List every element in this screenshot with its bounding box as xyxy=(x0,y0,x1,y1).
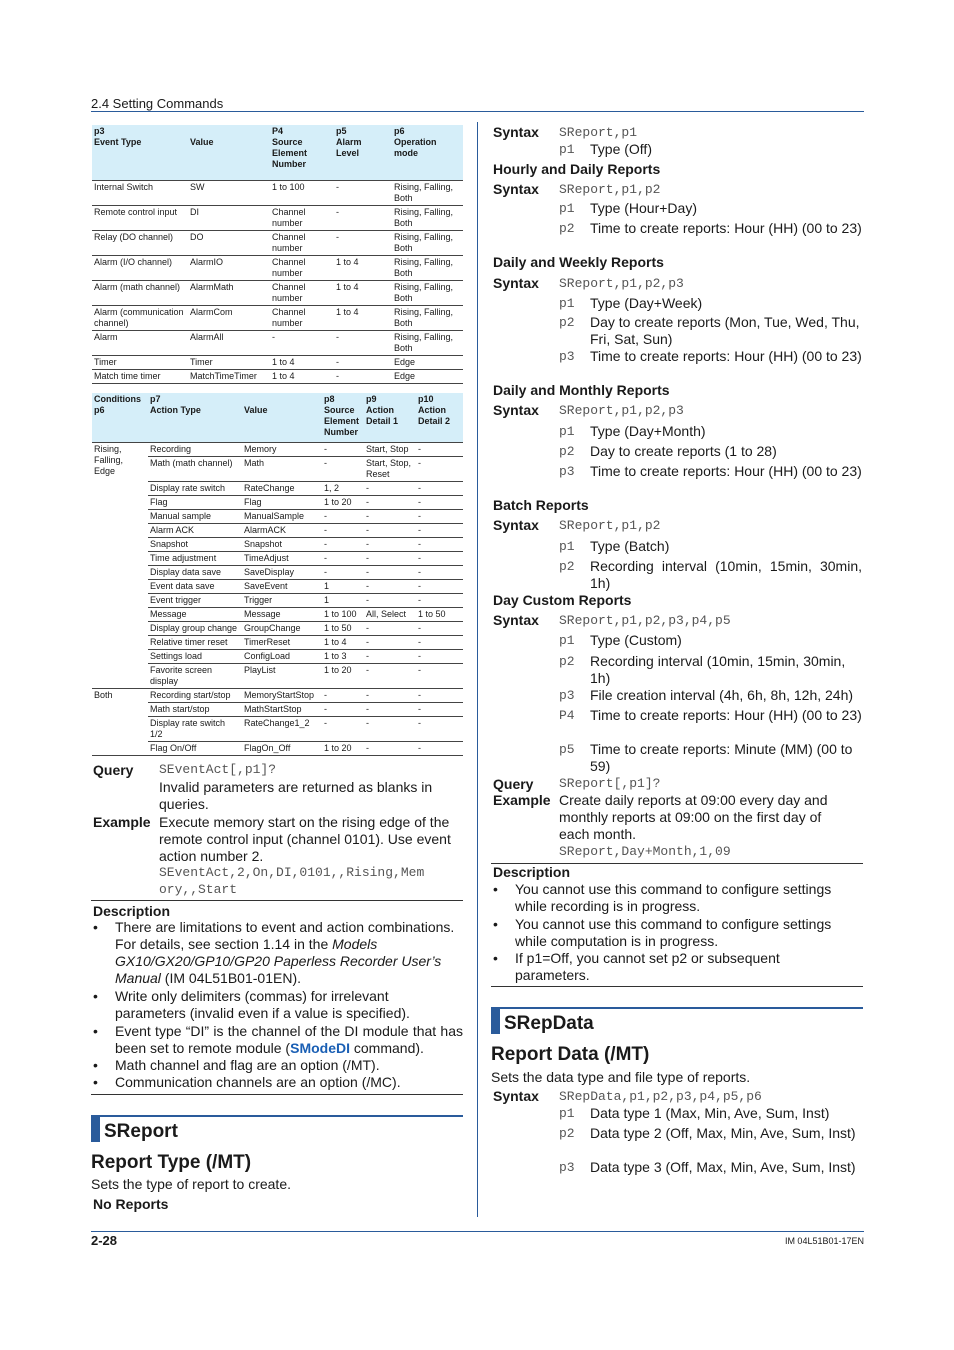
param-key: p5 xyxy=(559,742,575,757)
table-cell: 1 to 20 xyxy=(322,495,364,509)
param-key: p1 xyxy=(559,296,575,311)
table-cell: Message xyxy=(242,607,322,621)
table-row xyxy=(92,716,463,741)
param-key: p1 xyxy=(559,539,575,554)
table-cell: Snapshot xyxy=(242,537,322,551)
table-cell: - xyxy=(416,442,463,456)
example-code-line1: SEventAct,2,On,DI,0101,,Rising,Mem xyxy=(159,865,425,880)
table-cell: - xyxy=(270,330,334,355)
table-row xyxy=(92,330,463,355)
table-cell: DI xyxy=(188,205,270,230)
table-cell: Alarm ACK xyxy=(148,523,242,537)
table-cell: Match time timer xyxy=(92,369,188,383)
table-cell: PlayList xyxy=(242,663,322,688)
table-cell: Alarm (math channel) xyxy=(92,280,188,305)
table-header-row xyxy=(92,125,463,180)
list-item: • You cannot use this command to configure settings while computation is in progress. xyxy=(493,916,832,949)
param-desc: Day to create reports (1 to 28) xyxy=(590,443,777,459)
list-item: • Math channel and flag are an option (/MT). xyxy=(93,1057,380,1073)
table-cell: Memory xyxy=(242,442,322,456)
table-cell: 1 to 20 xyxy=(322,741,364,755)
table-cell: RateChange1_2 xyxy=(242,716,322,741)
condition-cell: Both xyxy=(92,688,148,755)
section-marker xyxy=(91,1117,100,1142)
table-cell: - xyxy=(322,456,364,481)
table-cell: Channel number xyxy=(270,280,334,305)
table-row xyxy=(92,551,463,565)
table-cell: SaveDisplay xyxy=(242,565,322,579)
table-cell: Rising, Falling, Both xyxy=(392,230,463,255)
table-cell: - xyxy=(364,593,416,607)
table-cell: GroupChange xyxy=(242,621,322,635)
table-cell: - xyxy=(364,551,416,565)
table-row xyxy=(92,663,463,688)
table-cell: - xyxy=(416,481,463,495)
query-label: Query xyxy=(93,762,134,778)
table-cell: AlarmAll xyxy=(188,330,270,355)
table-cell: Favorite screen display xyxy=(148,663,242,688)
table-cell: AlarmCom xyxy=(188,305,270,330)
table-cell: - xyxy=(334,330,392,355)
section-subtitle: Report Data (/MT) xyxy=(491,1044,650,1065)
section-subtitle: Report Type (/MT) xyxy=(91,1152,252,1173)
table-cell: - xyxy=(334,369,392,383)
list-item: • You cannot use this command to configure settings while recording is in progress. xyxy=(493,881,832,914)
param-key: p1 xyxy=(559,424,575,439)
table-cell: Time adjustment xyxy=(148,551,242,565)
col-header: Conditions p6 xyxy=(92,393,148,442)
table-row xyxy=(92,481,463,495)
table-cell: - xyxy=(322,716,364,741)
syntax-code: SReport,p1,p2 xyxy=(559,518,661,533)
param-desc: Time to create reports: Minute (MM) (00 to 59) xyxy=(590,741,853,774)
page-number: 2-28 xyxy=(91,1233,118,1248)
table-row xyxy=(92,741,463,755)
param-key: p2 xyxy=(559,559,575,574)
col-header: p10 Action Detail 2 xyxy=(416,393,463,442)
param-key: p3 xyxy=(559,349,575,364)
list-item: • There are limitations to event and action combinations. For details, see section 1.14 in the Models GX10/GX20/GP10/GP20 Paperless Recorder User’s Manual (IM 04L51B01-01EN). xyxy=(93,919,463,987)
table-cell: Manual sample xyxy=(148,509,242,523)
table-cell: - xyxy=(364,663,416,688)
table-cell: Edge xyxy=(392,355,463,369)
col-header: p9 Action Detail 1 xyxy=(364,393,416,442)
table-cell: AlarmIO xyxy=(188,255,270,280)
param-desc: Type (Hour+Day) xyxy=(590,200,697,216)
table-cell: Remote control input xyxy=(92,205,188,230)
table-cell: - xyxy=(364,702,416,716)
table-cell: Trigger xyxy=(242,593,322,607)
table-cell: Recording xyxy=(148,442,242,456)
table-cell: 1 to 3 xyxy=(322,649,364,663)
list-item: • If p1=Off, you cannot set p2 or subsequent parameters. xyxy=(493,950,780,983)
table-cell: Flag xyxy=(148,495,242,509)
section-description: Sets the data type and file type of reports. xyxy=(491,1069,751,1085)
table-cell: MemoryStartStop xyxy=(242,688,322,702)
table-cell: - xyxy=(364,509,416,523)
table-cell: - xyxy=(334,230,392,255)
table-cell: Display rate switch xyxy=(148,481,242,495)
param-key: p2 xyxy=(559,315,575,330)
table-cell: - xyxy=(364,523,416,537)
list-item: • Event type “DI” is the channel of the DI module that has been set to remote module (SModeDI command). xyxy=(93,1023,463,1056)
table-cell: - xyxy=(322,537,364,551)
table-cell: - xyxy=(416,621,463,635)
example-label: Example xyxy=(493,792,551,808)
table-row xyxy=(92,621,463,635)
table-cell: Rising, Falling, Both xyxy=(392,280,463,305)
table-cell: Channel number xyxy=(270,255,334,280)
table-cell: MatchTimeTimer xyxy=(188,369,270,383)
table-cell: - xyxy=(416,688,463,702)
table-cell: - xyxy=(364,579,416,593)
smodedi-link[interactable]: SModeDI xyxy=(290,1040,350,1056)
syntax-code: SReport,p1,p2,p3 xyxy=(559,403,684,418)
running-header: 2.4 Setting Commands xyxy=(91,96,224,111)
table-row xyxy=(92,579,463,593)
table-cell: ManualSample xyxy=(242,509,322,523)
col-header: p5 Alarm Level xyxy=(334,125,392,180)
table-cell: Display group change xyxy=(148,621,242,635)
section-rule xyxy=(491,1007,863,1009)
col-header: p3 Event Type xyxy=(92,125,188,180)
section-marker xyxy=(491,1009,500,1034)
table-row xyxy=(92,355,463,369)
table-cell: - xyxy=(364,649,416,663)
table-cell: - xyxy=(416,456,463,481)
param-key: p2 xyxy=(559,654,575,669)
report-type-heading: Hourly and Daily Reports xyxy=(493,161,661,177)
section-title: SRepData xyxy=(504,1013,594,1034)
table-cell: Rising, Falling, Both xyxy=(392,255,463,280)
table-cell: Display rate switch 1/2 xyxy=(148,716,242,741)
table-cell: - xyxy=(334,205,392,230)
table-cell: All, Select xyxy=(364,607,416,621)
table-cell: 1 to 4 xyxy=(334,255,392,280)
table-cell: 1 xyxy=(322,579,364,593)
table-cell: Channel number xyxy=(270,205,334,230)
table-cell: 1, 2 xyxy=(322,481,364,495)
table-cell: Flag xyxy=(242,495,322,509)
table-cell: Timer xyxy=(92,355,188,369)
col-header: Value xyxy=(188,125,270,180)
description-title: Description xyxy=(93,903,171,919)
table-row xyxy=(92,649,463,663)
table-row xyxy=(92,688,463,702)
table-cell: TimeAdjust xyxy=(242,551,322,565)
table-cell: - xyxy=(322,565,364,579)
param-desc: Time to create reports: Hour (HH) (00 to 23) xyxy=(590,348,862,364)
table-cell: 1 to 4 xyxy=(334,305,392,330)
table-row xyxy=(92,635,463,649)
table-cell: 1 to 50 xyxy=(322,621,364,635)
param-key: p1 xyxy=(559,633,575,648)
table-cell: Start, Stop, Reset xyxy=(364,456,416,481)
table-cell: Channel number xyxy=(270,230,334,255)
example-label: Example xyxy=(93,814,151,830)
bullet-text: There are limitations to event and action combinations. For details, see section 1.14 in the Models GX10/GX20/GP10/GP20 Paperless Recorder User’s Manual (IM 04L51B01-01EN). xyxy=(115,919,455,986)
table-cell: - xyxy=(364,716,416,741)
table-cell: - xyxy=(364,688,416,702)
table-cell: - xyxy=(334,180,392,205)
syntax-code: SReport,p1,p2,p3,p4,p5 xyxy=(559,613,731,628)
table-cell: - xyxy=(364,621,416,635)
section-rule xyxy=(91,1115,463,1117)
table-cell: 1 to 4 xyxy=(322,635,364,649)
table-cell: - xyxy=(416,649,463,663)
table-cell: Start, Stop xyxy=(364,442,416,456)
report-type-heading: Daily and Weekly Reports xyxy=(493,254,664,270)
table-cell: Relay (DO channel) xyxy=(92,230,188,255)
query-label: Query xyxy=(493,776,534,792)
action-type-table xyxy=(92,393,463,756)
param-desc: Data type 2 (Off, Max, Min, Ave, Sum, Inst) xyxy=(590,1125,856,1141)
table-cell: AlarmMath xyxy=(188,280,270,305)
list-item: • Write only delimiters (commas) for irrelevant parameters (invalid even if a value is specified). xyxy=(93,988,410,1021)
table-row xyxy=(92,456,463,481)
table-cell: 1 to 4 xyxy=(334,280,392,305)
table-cell: Math xyxy=(242,456,322,481)
table-cell: - xyxy=(416,565,463,579)
table-cell: Rising, Falling, Both xyxy=(392,180,463,205)
example-text: Execute memory start on the rising edge of the remote control input (channel 0101). Use event action number 2. xyxy=(159,814,451,864)
table-cell: - xyxy=(322,702,364,716)
list-item: • Communication channels are an option (/MC). xyxy=(93,1074,401,1090)
table-row xyxy=(92,565,463,579)
param-key: p2 xyxy=(559,221,575,236)
table-row xyxy=(92,509,463,523)
no-reports-heading: No Reports xyxy=(93,1196,169,1212)
param-desc: Type (Batch) xyxy=(590,538,670,554)
table-cell: - xyxy=(364,635,416,649)
query-code: SReport[,p1]? xyxy=(559,776,661,791)
table-cell: Alarm xyxy=(92,330,188,355)
param-key: P4 xyxy=(559,708,575,723)
table-cell: Display data save xyxy=(148,565,242,579)
table-cell: SW xyxy=(188,180,270,205)
report-type-heading: Daily and Monthly Reports xyxy=(493,382,670,398)
col-header: p7 Action Type xyxy=(148,393,242,442)
query-code: SEventAct[,p1]? xyxy=(159,762,277,777)
table-cell: Internal Switch xyxy=(92,180,188,205)
syntax-label: Syntax xyxy=(493,612,539,628)
syntax-label: Syntax xyxy=(493,517,539,533)
table-cell: Event trigger xyxy=(148,593,242,607)
table-cell: Alarm (I/O channel) xyxy=(92,255,188,280)
table-row xyxy=(92,442,463,456)
description-title: Description xyxy=(493,864,571,880)
table-row xyxy=(92,205,463,230)
table-cell: Channel number xyxy=(270,305,334,330)
table-cell: Rising, Falling, Both xyxy=(392,330,463,355)
table-cell: - xyxy=(364,741,416,755)
table-cell: - xyxy=(416,537,463,551)
table-cell: TimerReset xyxy=(242,635,322,649)
table-cell: Timer xyxy=(188,355,270,369)
table-row xyxy=(92,495,463,509)
table-cell: - xyxy=(364,481,416,495)
table-cell: Event data save xyxy=(148,579,242,593)
table-cell: RateChange xyxy=(242,481,322,495)
param-desc: Data type 3 (Off, Max, Min, Ave, Sum, Inst) xyxy=(590,1159,856,1175)
table-cell: - xyxy=(322,523,364,537)
table-cell: Edge xyxy=(392,369,463,383)
report-type-heading: Batch Reports xyxy=(493,497,589,513)
syntax-label: Syntax xyxy=(493,275,539,291)
param-desc: Time to create reports: Hour (HH) (00 to 23) xyxy=(590,220,862,236)
table-header-row xyxy=(92,393,463,442)
table-cell: 1 xyxy=(322,593,364,607)
table-cell: Rising, Falling, Both xyxy=(392,205,463,230)
table-cell: SaveEvent xyxy=(242,579,322,593)
table-cell: - xyxy=(416,523,463,537)
param-key: p3 xyxy=(559,1160,575,1175)
table-cell: - xyxy=(416,741,463,755)
param-key: p3 xyxy=(559,688,575,703)
param-desc: Type (Off) xyxy=(590,141,652,157)
table-cell: - xyxy=(322,688,364,702)
table-cell: - xyxy=(416,579,463,593)
document-id: IM 04L51B01-17EN xyxy=(784,1236,864,1246)
param-key: p2 xyxy=(559,444,575,459)
table-cell: 1 to 50 xyxy=(416,607,463,621)
table-cell: AlarmACK xyxy=(242,523,322,537)
syntax-code: SReport,p1,p2 xyxy=(559,182,661,197)
table-cell: 1 to 100 xyxy=(270,180,334,205)
table-cell: - xyxy=(416,716,463,741)
table-cell: - xyxy=(334,355,392,369)
table-row xyxy=(92,180,463,205)
param-key: p1 xyxy=(559,142,575,157)
param-desc: Type (Day+Week) xyxy=(590,295,703,311)
table-cell: 1 to 20 xyxy=(322,663,364,688)
param-desc: File creation interval (4h, 6h, 8h, 12h, 24h) xyxy=(590,687,854,703)
table-cell: - xyxy=(322,551,364,565)
query-note: Invalid parameters are returned as blanks in queries. xyxy=(159,779,433,812)
table-cell: FlagOn_Off xyxy=(242,741,322,755)
table-cell: - xyxy=(416,702,463,716)
param-desc: Type (Day+Month) xyxy=(590,423,706,439)
param-desc: Time to create reports: Hour (HH) (00 to 23) xyxy=(590,707,862,723)
table-row xyxy=(92,523,463,537)
example-text: Create daily reports at 09:00 every day and monthly reports at 09:00 on the first day of each month. xyxy=(559,792,828,842)
table-cell: - xyxy=(322,442,364,456)
section-description: Sets the type of report to create. xyxy=(91,1176,291,1192)
param-desc: Type (Custom) xyxy=(590,632,682,648)
param-key: p3 xyxy=(559,464,575,479)
table-cell: - xyxy=(416,509,463,523)
table-cell: Alarm (communication channel) xyxy=(92,305,188,330)
table-cell: Message xyxy=(148,607,242,621)
syntax-label: Syntax xyxy=(493,1088,539,1104)
syntax-label: Syntax xyxy=(493,402,539,418)
table-cell: - xyxy=(322,509,364,523)
table-cell: - xyxy=(416,635,463,649)
syntax-code: SReport,p1,p2,p3 xyxy=(559,276,684,291)
col-header: P4 Source Element Number xyxy=(270,125,334,180)
table-cell: Rising, Falling, Both xyxy=(392,305,463,330)
table-row xyxy=(92,230,463,255)
table-cell: Recording start/stop xyxy=(148,688,242,702)
table-cell: - xyxy=(416,495,463,509)
table-row xyxy=(92,280,463,305)
param-key: p1 xyxy=(559,1106,575,1121)
param-desc: Day to create reports (Mon, Tue, Wed, Thu, Fri, Sat, Sun) xyxy=(590,314,860,347)
footer-rule xyxy=(91,1231,864,1232)
param-key: p2 xyxy=(559,1126,575,1141)
table-cell: - xyxy=(416,593,463,607)
table-row xyxy=(92,305,463,330)
table-cell: 1 to 100 xyxy=(322,607,364,621)
example-code: SReport,Day+Month,1,09 xyxy=(559,844,731,859)
table-cell: Snapshot xyxy=(148,537,242,551)
report-type-heading: Day Custom Reports xyxy=(493,592,632,608)
condition-cell: Rising, Falling, Edge xyxy=(92,442,148,688)
table-row xyxy=(92,537,463,551)
table-cell: MathStartStop xyxy=(242,702,322,716)
param-key: p1 xyxy=(559,201,575,216)
rule xyxy=(91,1094,463,1095)
table-row xyxy=(92,255,463,280)
table-cell: Math start/stop xyxy=(148,702,242,716)
table-cell: - xyxy=(364,495,416,509)
example-code-line2: ory,,Start xyxy=(159,882,238,897)
param-desc: Recording interval (10min, 15min, 30min, 1h) xyxy=(590,653,846,686)
table-cell: Settings load xyxy=(148,649,242,663)
param-desc: Recording interval (10min, 15min, 30min, 1h) xyxy=(590,558,862,591)
table-cell: 1 to 4 xyxy=(270,369,334,383)
table-cell: Math (math channel) xyxy=(148,456,242,481)
table-cell: ConfigLoad xyxy=(242,649,322,663)
event-type-table xyxy=(92,125,463,384)
col-header: p8 Source Element Number xyxy=(322,393,364,442)
param-desc: Time to create reports: Hour (HH) (00 to 23) xyxy=(590,463,862,479)
table-cell: Flag On/Off xyxy=(148,741,242,755)
table-cell: DO xyxy=(188,230,270,255)
table-row xyxy=(92,369,463,383)
syntax-label: Syntax xyxy=(493,181,539,197)
rule xyxy=(91,900,463,901)
param-desc: Data type 1 (Max, Min, Ave, Sum, Inst) xyxy=(590,1105,830,1121)
header-rule xyxy=(91,111,864,112)
table-row xyxy=(92,702,463,716)
syntax-label: Syntax xyxy=(493,124,539,140)
section-title: SReport xyxy=(104,1121,178,1142)
col-header: Value xyxy=(242,393,322,442)
table-cell: - xyxy=(364,537,416,551)
syntax-code: SReport,p1 xyxy=(559,125,638,140)
col-header: p6 Operation mode xyxy=(392,125,463,180)
table-cell: 1 to 4 xyxy=(270,355,334,369)
table-row xyxy=(92,593,463,607)
table-row xyxy=(92,607,463,621)
table-cell: - xyxy=(416,663,463,688)
table-cell: Relative timer reset xyxy=(148,635,242,649)
table-cell: - xyxy=(416,551,463,565)
table-cell: - xyxy=(364,565,416,579)
syntax-code: SRepData,p1,p2,p3,p4,p5,p6 xyxy=(559,1089,762,1104)
column-divider xyxy=(477,122,478,1217)
rule xyxy=(491,986,863,987)
